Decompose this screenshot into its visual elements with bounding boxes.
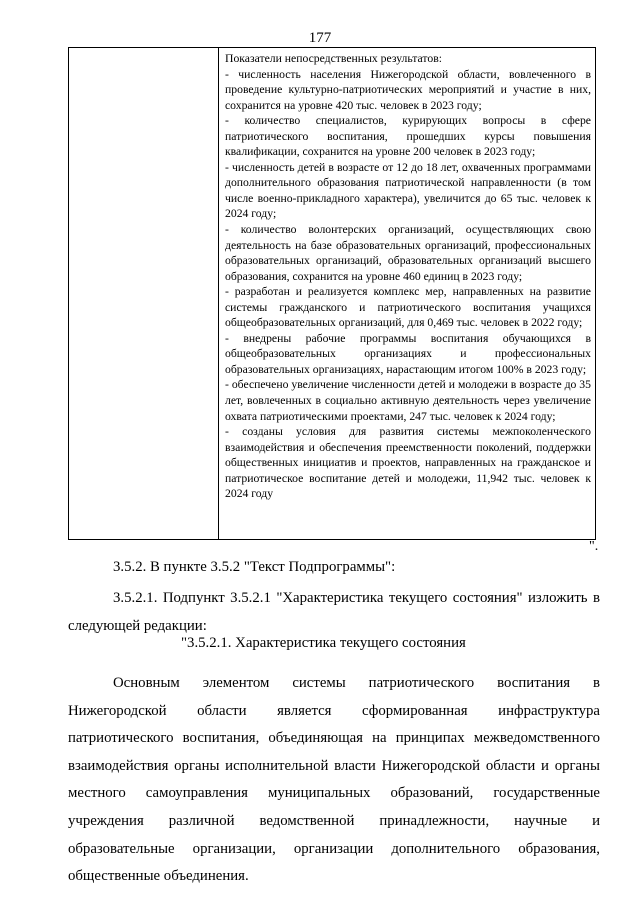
list-item: - численность детей в возрасте от 12 до 18 лет, охваченных программами дополнительного образования патриотической направленности (в том числе военно-прикладного характера), увеличится до 65 тыс. человек к 2024 году; bbox=[225, 160, 591, 221]
list-item: - созданы условия для развития системы межпоколенческого взаимодействия и обеспечения преемственности поколений, поддержки общественных инициатив и проектов, направленных на гражданское и патриотическое воспитание детей и молодежи, 11,942 тыс. человек к 2024 году bbox=[225, 425, 591, 501]
body-paragraph: Основным элементом системы патриотического воспитания в Нижегородской области является сформированная инфраструктура патриотического воспитания, объединяющая на принципах межведомственного взаимодействия органы исполнительной власти Нижегородской области и органы местного самоуправления муниципальных образований, государственные учреждения различной ведомственной принадлежности, научные и образовательные организации, организации дополнительного образования, общественные объединения. bbox=[68, 675, 600, 885]
results-header: Показатели непосредственных результатов: bbox=[225, 52, 442, 65]
list-item: - обеспечено увеличение численности детей и молодежи в возрасте до 35 лет, вовлеченных в социально активную деятельность через увеличение охвата патриотическими проектами, 247 тыс. человек к 2024 году; bbox=[225, 378, 591, 423]
results-list bbox=[219, 48, 595, 504]
results-table bbox=[68, 47, 596, 540]
list-item: - численность населения Нижегородской области, вовлеченного в проведение культурно-патриотических мероприятий и участие в них, сохранится на уровне 420 тыс. человек в 2023 году; bbox=[225, 67, 591, 112]
paragraph-3-5-2: 3.5.2. В пункте 3.5.2 "Текст Подпрограммы": bbox=[113, 559, 396, 575]
list-item: - количество специалистов, курирующих вопросы в сфере патриотического воспитания, прошедших курсы повышения квалификации, сохранится на уровне 200 человек в 2023 году; bbox=[225, 114, 591, 159]
table-row bbox=[69, 48, 596, 540]
list-item: - количество волонтерских организаций, осуществляющих свою деятельность на базе образовательных организаций, профессиональных образовательных организаций, образовательных организаций высшего образования, сохранится на уровне 460 единиц в 2023 году; bbox=[225, 223, 591, 283]
page-number: 177 bbox=[308, 30, 332, 46]
section-heading: "3.5.2.1. Характеристика текущего состояния bbox=[181, 635, 466, 651]
table-cell-label bbox=[69, 48, 219, 540]
paragraph-3-5-2-1: 3.5.2.1. Подпункт 3.5.2.1 "Характеристика текущего состояния" изложить в следующей редакции: bbox=[68, 590, 600, 634]
list-item: - внедрены рабочие программы воспитания обучающихся в общеобразовательных организациях и профессиональных образовательных организациях, нарастающим итогом 100% в 2023 году; bbox=[225, 331, 591, 376]
table-cell-results bbox=[219, 48, 596, 540]
closing-quote: ". bbox=[589, 539, 599, 554]
list-item: - разработан и реализуется комплекс мер, направленных на развитие системы гражданского и патриотического воспитания учащихся общеобразовательных организаций, для 0,469 тыс. человек в 2022 году; bbox=[225, 285, 591, 330]
